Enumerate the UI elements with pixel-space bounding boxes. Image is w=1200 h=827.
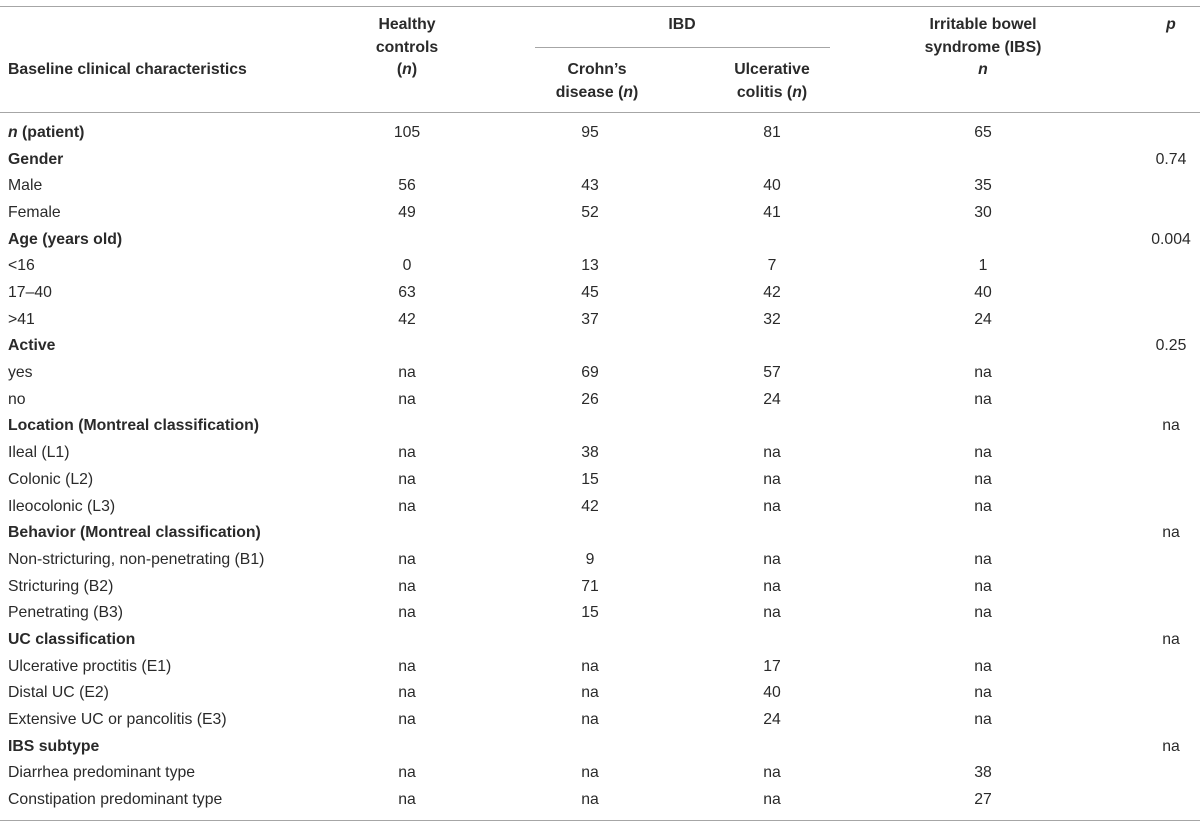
- cell-healthy-controls: 49: [398, 204, 416, 222]
- header-crohns-disease-line2: [537, 82, 657, 105]
- section-row: [0, 627, 1200, 654]
- cell-healthy-controls: na: [398, 390, 416, 408]
- summary-row: [0, 120, 1200, 147]
- section-row: [0, 147, 1200, 174]
- cell-healthy-controls: na: [398, 710, 416, 728]
- row-label: Colonic (L2): [8, 470, 94, 488]
- header-crohns-disease-line1: Crohn’s: [567, 61, 627, 78]
- cell-crohns-disease: 13: [581, 257, 599, 275]
- header-n-symbol: n: [792, 83, 802, 101]
- cell-ulcerative-colitis: na: [763, 470, 781, 488]
- table-row: [0, 494, 1200, 521]
- cell-ulcerative-colitis: 41: [763, 204, 781, 222]
- header-ibs-line1: Irritable bowel: [929, 16, 1037, 33]
- cell-irritable-bowel-syndrome: 27: [974, 791, 992, 808]
- cell-p-value: na: [1162, 524, 1180, 542]
- cell-healthy-controls: na: [398, 764, 416, 782]
- section-title: Behavior (Montreal classification): [8, 524, 261, 542]
- cell-irritable-bowel-syndrome: 24: [974, 310, 992, 328]
- table-row: [0, 574, 1200, 601]
- cell-irritable-bowel-syndrome: na: [974, 710, 992, 728]
- ibd-group-underline: [535, 47, 830, 48]
- header-text: colitis (: [736, 83, 793, 101]
- cell-ulcerative-colitis: 7: [767, 257, 777, 275]
- cell-ulcerative-colitis: 32: [763, 310, 781, 328]
- cell-p-value: 0.004: [1151, 230, 1191, 248]
- cell-p-value: 0.74: [1155, 150, 1187, 168]
- header-p-value: [1143, 14, 1199, 37]
- cell-healthy-controls: na: [398, 657, 416, 675]
- cell-healthy-controls: na: [398, 577, 416, 595]
- header-ulcerative-colitis-line2: [712, 82, 832, 105]
- section-row: [0, 520, 1200, 547]
- cell-ulcerative-colitis: na: [763, 604, 781, 622]
- table-row: [0, 467, 1200, 494]
- section-row: [0, 734, 1200, 761]
- cell-crohns-disease: na: [581, 791, 599, 808]
- row-label: Ileal (L1): [8, 444, 70, 462]
- cell-irritable-bowel-syndrome: 40: [974, 284, 992, 302]
- cell-crohns-disease: na: [581, 710, 599, 728]
- cell-crohns-disease: 38: [581, 444, 599, 462]
- row-label-text: (patient): [17, 124, 85, 141]
- header-p-symbol: p: [1166, 16, 1176, 33]
- section-title: Active: [8, 337, 56, 355]
- row-label: yes: [8, 364, 33, 382]
- cell-healthy-controls: na: [398, 791, 416, 808]
- cell-crohns-disease: 43: [581, 177, 599, 195]
- row-label: Distal UC (E2): [8, 684, 109, 702]
- header-ibd-group: IBD: [668, 16, 696, 33]
- header-healthy-controls-line3: [347, 59, 467, 82]
- table-row: [0, 707, 1200, 734]
- cell-healthy-controls: na: [398, 444, 416, 462]
- cell-crohns-disease: 45: [581, 284, 599, 302]
- cell-irritable-bowel-syndrome: na: [974, 497, 992, 515]
- cell-crohns-disease: 71: [581, 577, 599, 595]
- section-title: UC classification: [8, 630, 136, 648]
- cell-ulcerative-colitis: 40: [763, 684, 781, 702]
- table-row: [0, 360, 1200, 387]
- header-healthy-controls: [347, 14, 467, 82]
- header-baseline-characteristics: Baseline clinical characteristics: [8, 61, 247, 78]
- cell-healthy-controls: na: [398, 684, 416, 702]
- table-row: [0, 387, 1200, 414]
- header-healthy-controls-line2: controls: [375, 38, 439, 56]
- cell-irritable-bowel-syndrome: 1: [978, 257, 988, 275]
- cell-irritable-bowel-syndrome: 38: [974, 764, 992, 782]
- section-row: [0, 227, 1200, 254]
- cell-p-value: na: [1162, 737, 1180, 755]
- cell-irritable-bowel-syndrome: 30: [974, 204, 992, 222]
- table-row: [0, 173, 1200, 200]
- section-title: Gender: [8, 150, 64, 168]
- row-label: Diarrhea predominant type: [8, 764, 196, 782]
- cell-crohns-disease: na: [581, 657, 599, 675]
- row-label: Penetrating (B3): [8, 604, 124, 622]
- cell-p-value: 0.25: [1155, 337, 1187, 355]
- header-paren-close: ): [633, 83, 639, 101]
- cell-healthy-controls: 42: [398, 310, 416, 328]
- row-label: <16: [8, 257, 35, 275]
- header-paren-close: ): [801, 83, 808, 101]
- table-row: [0, 440, 1200, 467]
- table-top-rule: [0, 6, 1200, 7]
- cell-crohns-disease: na: [581, 764, 599, 782]
- cell-ulcerative-colitis: 57: [763, 364, 781, 382]
- cell-ulcerative-colitis: 40: [763, 177, 781, 195]
- header-paren-open: (: [396, 61, 403, 78]
- table-row: [0, 200, 1200, 227]
- cell-irritable-bowel-syndrome: na: [974, 684, 992, 702]
- section-title: Location (Montreal classification): [8, 417, 260, 435]
- header-healthy-controls-line1: Healthy: [378, 16, 436, 33]
- cell-p-value: na: [1162, 630, 1180, 648]
- section-row: [0, 413, 1200, 440]
- section-title: IBS subtype: [8, 737, 100, 755]
- row-label-n-symbol: n: [8, 124, 18, 141]
- cell-crohns-disease: 9: [585, 550, 595, 568]
- header-crohns-disease: [537, 59, 657, 104]
- cell-irritable-bowel-syndrome: na: [974, 657, 992, 675]
- header-irritable-bowel-syndrome: [903, 14, 1063, 82]
- cell-ulcerative-colitis: na: [763, 550, 781, 568]
- cell-healthy-controls: 56: [398, 177, 416, 195]
- table-row: [0, 654, 1200, 681]
- cell-irritable-bowel-syndrome: na: [974, 604, 992, 622]
- cell-crohns-disease: 26: [581, 390, 599, 408]
- cell-ulcerative-colitis: na: [763, 577, 781, 595]
- header-ulcerative-colitis: [712, 59, 832, 104]
- cell-ulcerative-colitis: 24: [763, 390, 781, 408]
- cell-irritable-bowel-syndrome: na: [974, 470, 992, 488]
- header-n-symbol: n: [402, 61, 412, 78]
- row-label: Male: [8, 177, 43, 195]
- cell-irritable-bowel-syndrome: na: [974, 364, 992, 382]
- cell-ulcerative-colitis: 17: [763, 657, 781, 675]
- cell-healthy-controls: na: [398, 550, 416, 568]
- row-label: 17–40: [8, 284, 52, 302]
- cell-crohns-disease: 69: [581, 364, 599, 382]
- cell-irritable-bowel-syndrome: 65: [974, 124, 992, 141]
- cell-crohns-disease: 37: [581, 310, 599, 328]
- row-label: Ileocolonic (L3): [8, 497, 116, 515]
- header-paren-close: ): [411, 61, 418, 78]
- cell-irritable-bowel-syndrome: na: [974, 577, 992, 595]
- row-label: Non-stricturing, non-penetrating (B1): [8, 550, 265, 568]
- cell-irritable-bowel-syndrome: na: [974, 550, 992, 568]
- cell-crohns-disease: 52: [581, 204, 599, 222]
- header-ibs-line2: syndrome (IBS): [924, 38, 1042, 56]
- header-ulcerative-colitis-line1: Ulcerative: [734, 61, 810, 78]
- cell-ulcerative-colitis: na: [763, 444, 781, 462]
- header-ibs-line3: [903, 59, 1063, 82]
- table-row: [0, 680, 1200, 707]
- row-label: >41: [8, 310, 35, 328]
- cell-healthy-controls: 105: [393, 124, 421, 141]
- cell-ulcerative-colitis: na: [763, 764, 781, 782]
- row-label: Extensive UC or pancolitis (E3): [8, 710, 227, 728]
- cell-crohns-disease: 15: [581, 604, 599, 622]
- cell-p-value: na: [1162, 417, 1180, 435]
- row-label: [8, 120, 338, 147]
- table-row: [0, 253, 1200, 280]
- cell-irritable-bowel-syndrome: na: [974, 444, 992, 462]
- row-label: Ulcerative proctitis (E1): [8, 657, 172, 675]
- cell-crohns-disease: na: [581, 684, 599, 702]
- cell-crohns-disease: 95: [581, 124, 599, 141]
- cell-ulcerative-colitis: 81: [763, 124, 781, 141]
- row-label: Constipation predominant type: [8, 791, 223, 808]
- cell-irritable-bowel-syndrome: 35: [974, 177, 992, 195]
- table-bottom-rule: [0, 820, 1200, 821]
- row-label: no: [8, 390, 26, 408]
- table-row: [0, 280, 1200, 307]
- cell-crohns-disease: 42: [581, 497, 599, 515]
- cell-healthy-controls: na: [398, 604, 416, 622]
- cell-healthy-controls: 0: [402, 257, 412, 275]
- cell-irritable-bowel-syndrome: na: [974, 390, 992, 408]
- cell-healthy-controls: 63: [398, 284, 416, 302]
- section-row: [0, 333, 1200, 360]
- table-row: [0, 787, 1200, 814]
- section-title: Age (years old): [8, 230, 123, 248]
- cell-crohns-disease: 15: [581, 470, 599, 488]
- table-row: [0, 760, 1200, 787]
- header-n-symbol: n: [978, 61, 988, 78]
- cell-healthy-controls: na: [398, 364, 416, 382]
- cell-healthy-controls: na: [398, 470, 416, 488]
- table-row: [0, 547, 1200, 574]
- cell-ulcerative-colitis: 24: [763, 710, 781, 728]
- cell-healthy-controls: na: [398, 497, 416, 515]
- cell-ulcerative-colitis: 42: [763, 284, 781, 302]
- table-row: [0, 307, 1200, 334]
- table-header-rule: [0, 112, 1200, 113]
- row-label: Stricturing (B2): [8, 577, 114, 595]
- header-n-symbol: n: [623, 83, 633, 101]
- table-row: [0, 600, 1200, 627]
- header-text: disease (: [555, 83, 624, 101]
- cell-ulcerative-colitis: na: [763, 497, 781, 515]
- row-label: Female: [8, 204, 61, 222]
- cell-ulcerative-colitis: na: [763, 791, 781, 808]
